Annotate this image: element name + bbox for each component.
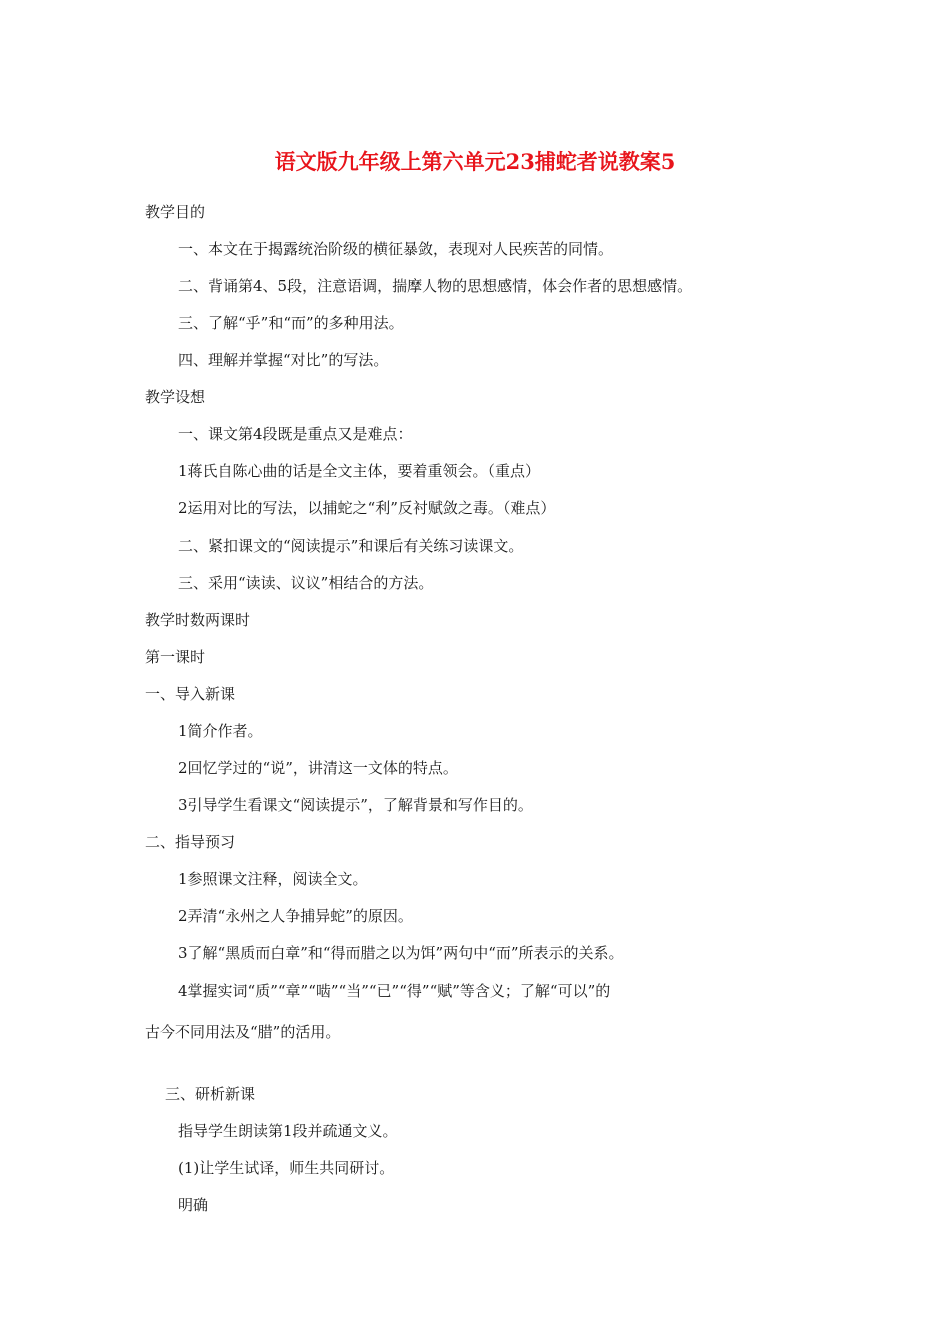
plan-subitem-2: 2运用对比的写法，以捕蛇之“利”反衬赋敛之毒。（难点） (178, 499, 556, 517)
preview-item-2: 2弄清“永州之人争捕异蛇”的原因。 (178, 907, 413, 925)
preview-item-4: 4掌握实词“质”“章”“啮”“当”“已”“得”“赋”等含义；了解“可以”的 (178, 982, 611, 1000)
plan-item-1: 一、课文第4段既是重点又是难点： (178, 425, 413, 443)
teaching-hours: 教学时数两课时 (145, 611, 251, 629)
heading-new-lesson: 三、研析新课 (165, 1085, 256, 1103)
heading-preview-guidance: 二、指导预习 (145, 833, 236, 851)
heading-teaching-plan: 教学设想 (145, 388, 206, 406)
goal-item-1: 一、本文在于揭露统治阶级的横征暴敛，表现对人民疾苦的同情。 (178, 240, 614, 258)
intro-item-2: 2回忆学过的“说”，讲清这一文体的特点。 (178, 759, 458, 777)
plan-subitem-1: 1蒋氏自陈心曲的话是全文主体，要着重领会。（重点） (178, 462, 541, 480)
preview-item-1: 1参照课文注释，阅读全文。 (178, 870, 368, 888)
intro-item-1: 1简介作者。 (178, 722, 263, 740)
document-title: 语文版九年级上第六单元23捕蛇者说教案5 (274, 149, 676, 174)
intro-item-3: 3引导学生看课文“阅读提示”，了解背景和写作目的。 (178, 796, 533, 814)
plan-item-3: 三、采用“读读、议议”相结合的方法。 (178, 574, 434, 592)
plan-item-2: 二、紧扣课文的“阅读提示”和课后有关练习读课文。 (178, 537, 524, 555)
heading-teaching-goals: 教学目的 (145, 203, 206, 221)
goal-item-3: 三、了解“乎”和“而”的多种用法。 (178, 314, 404, 332)
new-lesson-clarify: 明确 (178, 1196, 209, 1214)
preview-item-3: 3了解“黑质而白章”和“得而腊之以为饵”两句中“而”所表示的关系。 (178, 944, 624, 962)
goal-item-4: 四、理解并掌握“对比”的写法。 (178, 351, 389, 369)
heading-introduction: 一、导入新课 (145, 685, 236, 703)
new-lesson-item-1: 指导学生朗读第1段并疏通文义。 (178, 1122, 398, 1140)
goal-item-2: 二、背诵第4、5段，注意语调，揣摩人物的思想感情，体会作者的思想感情。 (178, 277, 693, 295)
new-lesson-item-2: (1)让学生试译，师生共同研讨。 (178, 1159, 395, 1177)
heading-first-lesson: 第一课时 (145, 648, 206, 666)
preview-item-4-continued: 古今不同用法及“腊”的活用。 (145, 1023, 341, 1041)
